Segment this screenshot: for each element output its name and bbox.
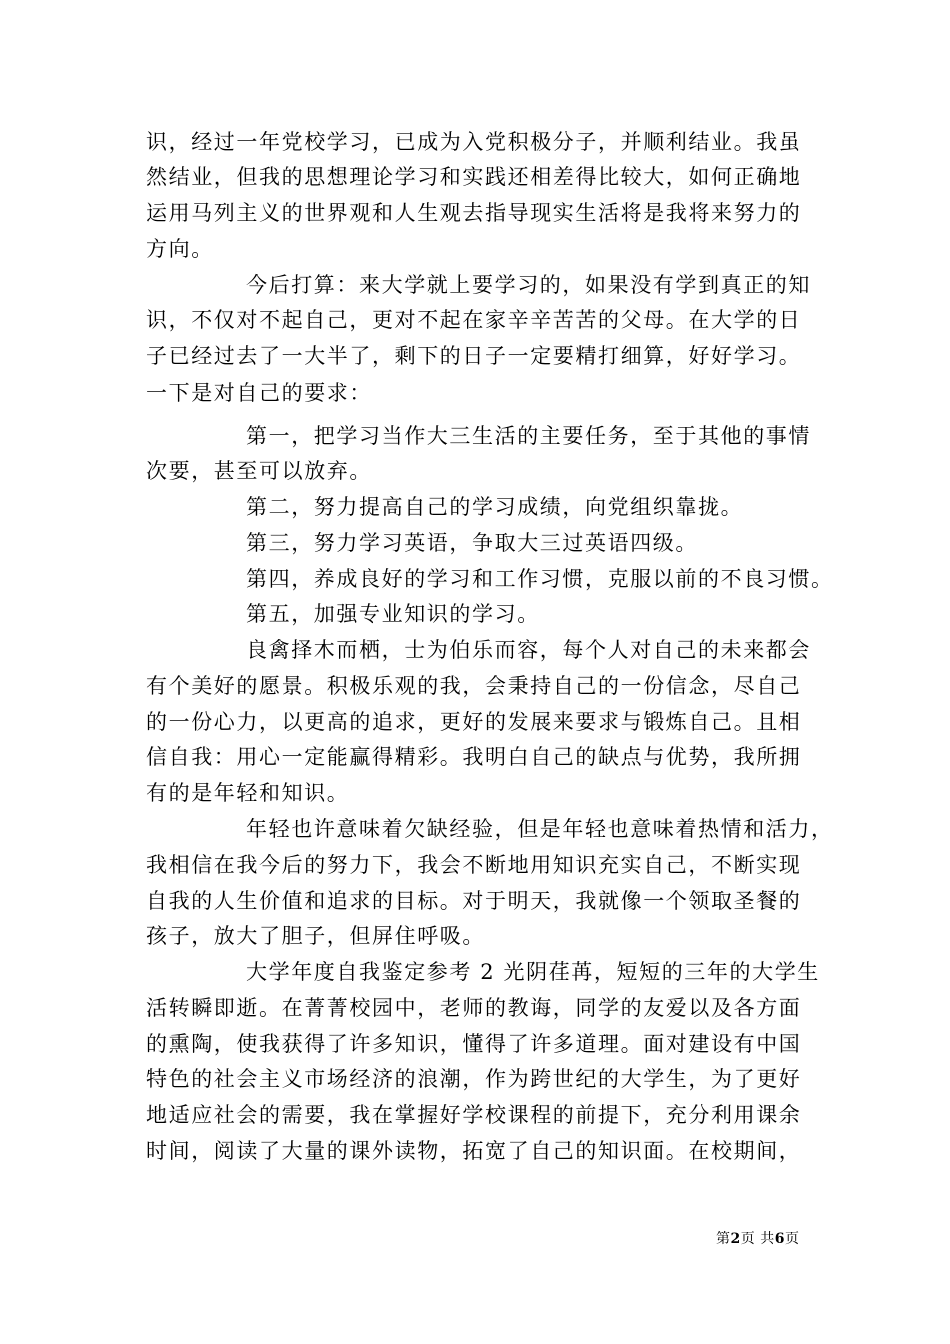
text-line: 子已经过去了一大半了，剩下的日子一定要精打细算，好好学习。 — [146, 344, 802, 368]
text-line: 我相信在我今后的努力下，我会不断地用知识充实自己，不断实现 — [146, 853, 802, 877]
list-item: 第五，加强专业知识的学习。 — [246, 602, 540, 626]
text-line: 一下是对自己的要求： — [146, 381, 372, 405]
list-item: 第二，努力提高自己的学习成绩，向党组织靠拢。 — [246, 495, 744, 519]
current-page-number: 2 — [730, 1231, 741, 1247]
text-line: 特色的社会主义市场经济的浪潮，作为跨世纪的大学生，为了更好 — [146, 1067, 802, 1091]
text-line: 的熏陶，使我获得了许多知识，懂得了许多道理。面对建设有中国 — [146, 1032, 802, 1056]
text-line: 信自我：用心一定能赢得精彩。我明白自己的缺点与优势，我所拥 — [146, 745, 802, 769]
page-footer — [716, 1230, 799, 1248]
footer-suffix: 页 — [784, 1231, 800, 1247]
footer-middle: 页 共 — [740, 1231, 775, 1247]
text-line: 年轻也许意味着欠缺经验，但是年轻也意味着热情和活力， — [246, 817, 834, 841]
total-page-number: 6 — [774, 1231, 785, 1247]
text-line: 自我的人生价值和追求的目标。对于明天，我就像一个领取圣餐的 — [146, 889, 802, 913]
text-line: 今后打算：来大学就上要学习的，如果没有学到真正的知 — [246, 273, 811, 297]
text-line: 活转瞬即逝。在菁菁校园中，老师的教诲，同学的友爱以及各方面 — [146, 996, 802, 1020]
text-line: 有个美好的愿景。积极乐观的我，会秉持自己的一份信念，尽自己 — [146, 674, 802, 698]
list-item: 第三，努力学习英语，争取大三过英语四级。 — [246, 531, 698, 555]
text-line: 识，不仅对不起自己，更对不起在家辛辛苦苦的父母。在大学的日 — [146, 308, 802, 332]
list-item: 第四，养成良好的学习和工作习惯，克服以前的不良习惯。 — [246, 567, 834, 591]
text-line: 然结业，但我的思想理论学习和实践还相差得比较大，如何正确地 — [146, 165, 802, 189]
text-line: 大学年度自我鉴定参考 2 光阴荏苒，短短的三年的大学生 — [246, 960, 820, 984]
text-line: 良禽择木而栖，士为伯乐而容，每个人对自己的未来都会 — [246, 638, 811, 662]
text-line: 方向。 — [146, 237, 214, 261]
list-item: 第一，把学习当作大三生活的主要任务，至于其他的事情 — [246, 424, 811, 448]
text-line: 孩子，放大了胆子，但屏住呼吸。 — [146, 924, 485, 948]
footer-prefix: 第 — [716, 1231, 731, 1247]
text-line: 的一份心力，以更高的追求，更好的发展来要求与锻炼自己。且相 — [146, 710, 802, 734]
text-line: 运用马列主义的世界观和人生观去指导现实生活将是我将来努力的 — [146, 201, 802, 225]
text-line: 时间，阅读了大量的课外读物，拓宽了自己的知识面。在校期间， — [146, 1139, 802, 1163]
text-line: 识，经过一年党校学习，已成为入党积极分子，并顺利结业。我虽 — [146, 130, 802, 154]
text-line: 次要，甚至可以放弃。 — [146, 459, 372, 483]
text-line: 地适应社会的需要，我在掌握好学校课程的前提下，充分利用课余 — [146, 1103, 802, 1127]
text-line: 有的是年轻和知识。 — [146, 781, 350, 805]
